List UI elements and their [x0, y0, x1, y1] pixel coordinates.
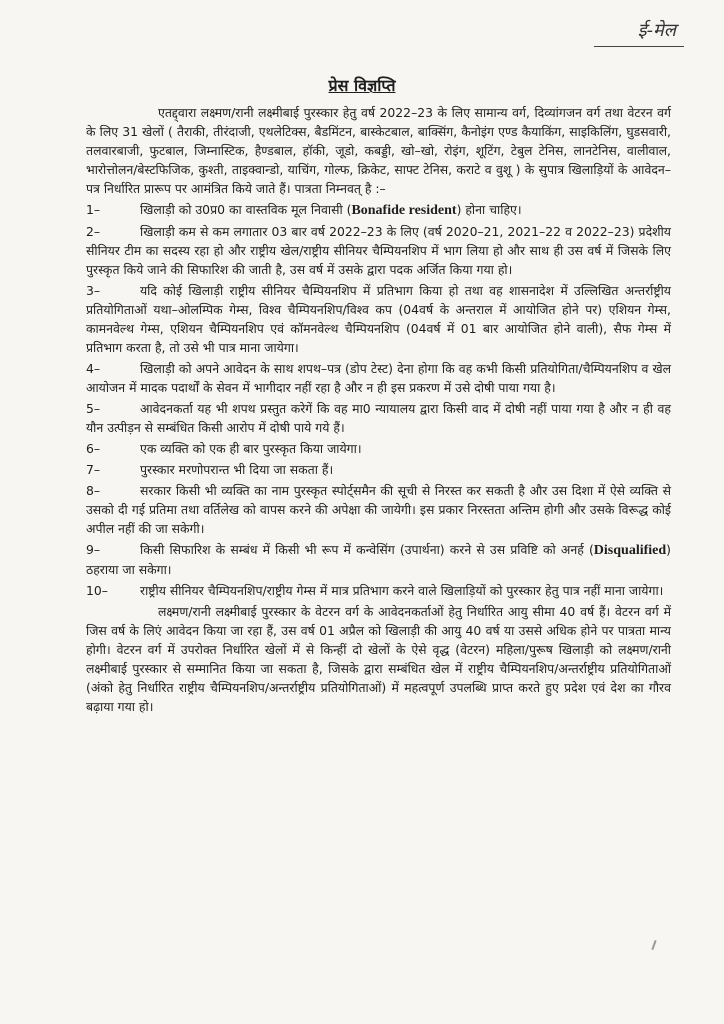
item-text: पुरस्कार मरणोपरान्त भी दिया जा सकता हैं।: [140, 462, 334, 477]
item-latin: Disqualified: [593, 543, 667, 558]
item-text: किसी सिफारिश के सम्बंध में किसी भी रूप में कन्वेसिंग (उपार्थना) करने से उस प्रविष्टि को अनर्ह (: [140, 542, 594, 557]
item-number: 8–: [86, 483, 101, 498]
closing-paragraph: लक्ष्मण/रानी लक्ष्मीबाई पुरस्कार के वेटरन वर्ग के आवेदनकर्ताओं हेतु निर्धारित आयु सीमा 40 वर्ष हैं। वेटरन वर्ग में जिस वर्ष के लिएं आवेदन किया जा रहा हैं, उस वर्ष 01 अप्रैल को खिलाड़ी की आयु 40 वर्ष या उससे अधिक होने पर पात्रता मान्य होगी। वेटरन वर्ग में उपरोक्त निर्धारित खेलों में से किन्हीं दो खेलों के ऐसे वृद्ध (वेटरन) महिला/पुरूष खिलाड़ी को लक्ष्मण/रानी लक्ष्मीबाई पुरस्कार से सम्मानित किया जा सकता है, जिसके द्वारा सम्बंधित खेल में राष्ट्रीय चैम्पियनशिप/अन्तर्राष्ट्रीय प्रतियोगिताओं (अंको हेतु निर्धारित राष्ट्रीय चैम्पियनशिप/अन्तर्राष्ट्रीय प्रतियोगिताओं) में महत्वपूर्ण उपलब्धि प्राप्त करते हुए प्रदेश एवं देश का गौरव बढ़ाया गया हो।: [86, 604, 671, 714]
list-item-10: [86, 581, 671, 600]
item-number: 9–: [86, 542, 101, 557]
item-text: खिलाड़ी को अपने आवेदन के साथ शपथ–पत्र (डोप टेस्ट) देना होगा कि वह कभी किसी प्रतियोगिता/चैम्पियनशिप व खेल आयोजन में मादक पदार्थों के सेवन में भागीदार नहीं रहा है और न ही इस प्रकरण में उसे दोषी पाया गया है।: [86, 361, 671, 395]
list-item-3: [86, 281, 671, 357]
document-body: [86, 103, 671, 718]
list-item-5: [86, 399, 671, 437]
list-item-9: [86, 540, 671, 579]
email-stamp: ई-मेल: [637, 20, 676, 41]
list-item-6: [86, 439, 671, 458]
item-text: सरकार किसी भी व्यक्ति का नाम पुरस्कृत स्पोर्ट्समैन की सूची से निरस्त कर सकती है और उस दिशा में ऐसे व्यक्ति से उसको दी गई प्रतिमा तथा वर्तिलेख को वापस करने की अपेक्षा की जायेगी। इस प्रकार निरस्तता अन्तिम होगी और उसके विरूद्ध कोई अपील नहीं की जा सकेगी।: [86, 483, 671, 536]
item-number: 10–: [86, 583, 108, 598]
list-item-7: [86, 460, 671, 479]
list-item-4: [86, 359, 671, 397]
list-item-8: [86, 481, 671, 538]
item-number: 2–: [86, 224, 101, 239]
item-latin: Bonafide resident: [351, 203, 457, 218]
item-number: 1–: [86, 202, 101, 217]
item-text: खिलाड़ी को उ0प्र0 का वास्तविक मूल निवासी (: [140, 202, 352, 217]
pen-mark: [651, 940, 656, 950]
item-number: 3–: [86, 283, 101, 298]
item-number: 7–: [86, 462, 101, 477]
item-number: 6–: [86, 441, 101, 456]
item-text: यदि कोई खिलाड़ी राष्ट्रीय सीनियर चैम्पियनशिप में प्रतिभाग किया हो तथा वह शासनादेश में उल्लिखित अन्तर्राष्ट्रीय प्रतियोगिताओं यथा–ओलम्पिक गेम्स, विश्व चैम्पियनशिप/विश्व कप (04वर्ष के अन्तराल में आयोजित होने पर) एशियन गेम्स, कामनवेल्थ गेम्स, एशियन चैम्पियनशिप एवं कॉमनवेल्थ चैम्पियनशिप (04वर्ष में 01 बार आयोजित होने वाली), सैफ गेम्स में प्रतिभाग करता है, तो उसे भी पात्र माना जायेगा।: [86, 283, 671, 355]
item-text-post: ) ठहराया जा सकेगा।: [86, 542, 671, 577]
item-number: 4–: [86, 361, 101, 376]
item-text-post: ) होना चाहिए।: [456, 202, 522, 217]
item-text: राष्ट्रीय सीनियर चैम्पियनशिप/राष्ट्रीय गेम्स में मात्र प्रतिभाग करने वाले खिलाड़ियों को पुरस्कार हेतु पात्र नहीं माना जायेगा।: [140, 583, 664, 598]
intro-paragraph: एतद्द्वारा लक्ष्मण/रानी लक्ष्मीबाई पुरस्कार हेतु वर्ष 2022–23 के लिए सामान्य वर्ग, दिव्यांगजन वर्ग तथा वेटरन वर्ग के लिए 31 खेलों ( तैराकी, तीरंदाजी, एथलेटिक्स, बैडमिंटन, बास्केटबाल, बाक्सिंग, कैनोइंग एण्ड कैयाकिंग, साइकिलिंग, घुडसवारी, तलवारबाजी, फुटबाल, जिम्नास्टिक, हैण्डबाल, हॉकी, जूडो, कबड्डी, खो–खो, रोइंग, शूटिंग, टेबुल टेनिस, लानटेनिस, वालीवाल, भारोत्तोलन/बेस्टफिजिक, कुश्ती, ताइक्वान्डो, याचिंग, गोल्फ, क्रिकेट, साफ्ट टेनिस, कराटे व वुशू ) के सुपात्र खिलाड़ियों के आवेदन–पत्र निर्धारित प्रारूप पर आमंत्रित किये जाते हैं। पात्रता निम्नवत् है :–: [86, 105, 671, 196]
list-item-1: [86, 200, 671, 220]
list-item-2: [86, 222, 671, 279]
stamp-underline: [594, 46, 684, 47]
item-text: एक व्यक्ति को एक ही बार पुरस्कृत किया जायेगा।: [140, 441, 362, 456]
page-title: प्रेस विज्ञप्ति: [328, 76, 396, 95]
item-text: खिलाड़ी कम से कम लगातार 03 बार वर्ष 2022–23 के लिए (वर्ष 2020–21, 2021–22 व 2022–23) प्रदेशीय सीनियर टीम का सदस्य रहा हो और राष्ट्रीय खेल/राष्ट्रीय सीनियर चैम्पियनशिप में भाग लिया हो और साथ ही उस वर्ष में जिसके लिए पुरस्कृत किये जाने की सिफारिश की जाती है, उस वर्ष में उसके द्वारा पदक अर्जित किया गया हो।: [86, 224, 671, 277]
item-number: 5–: [86, 401, 101, 416]
item-text: आवेदनकर्ता यह भी शपथ प्रस्तुत करेगें कि वह मा0 न्यायालय द्वारा किसी वाद में दोषी नहीं पाया गया है और न ही वह यौन उत्पीड़न से सम्बंधित किसी आरोप में दोषी पाये गये हैं।: [86, 401, 671, 435]
